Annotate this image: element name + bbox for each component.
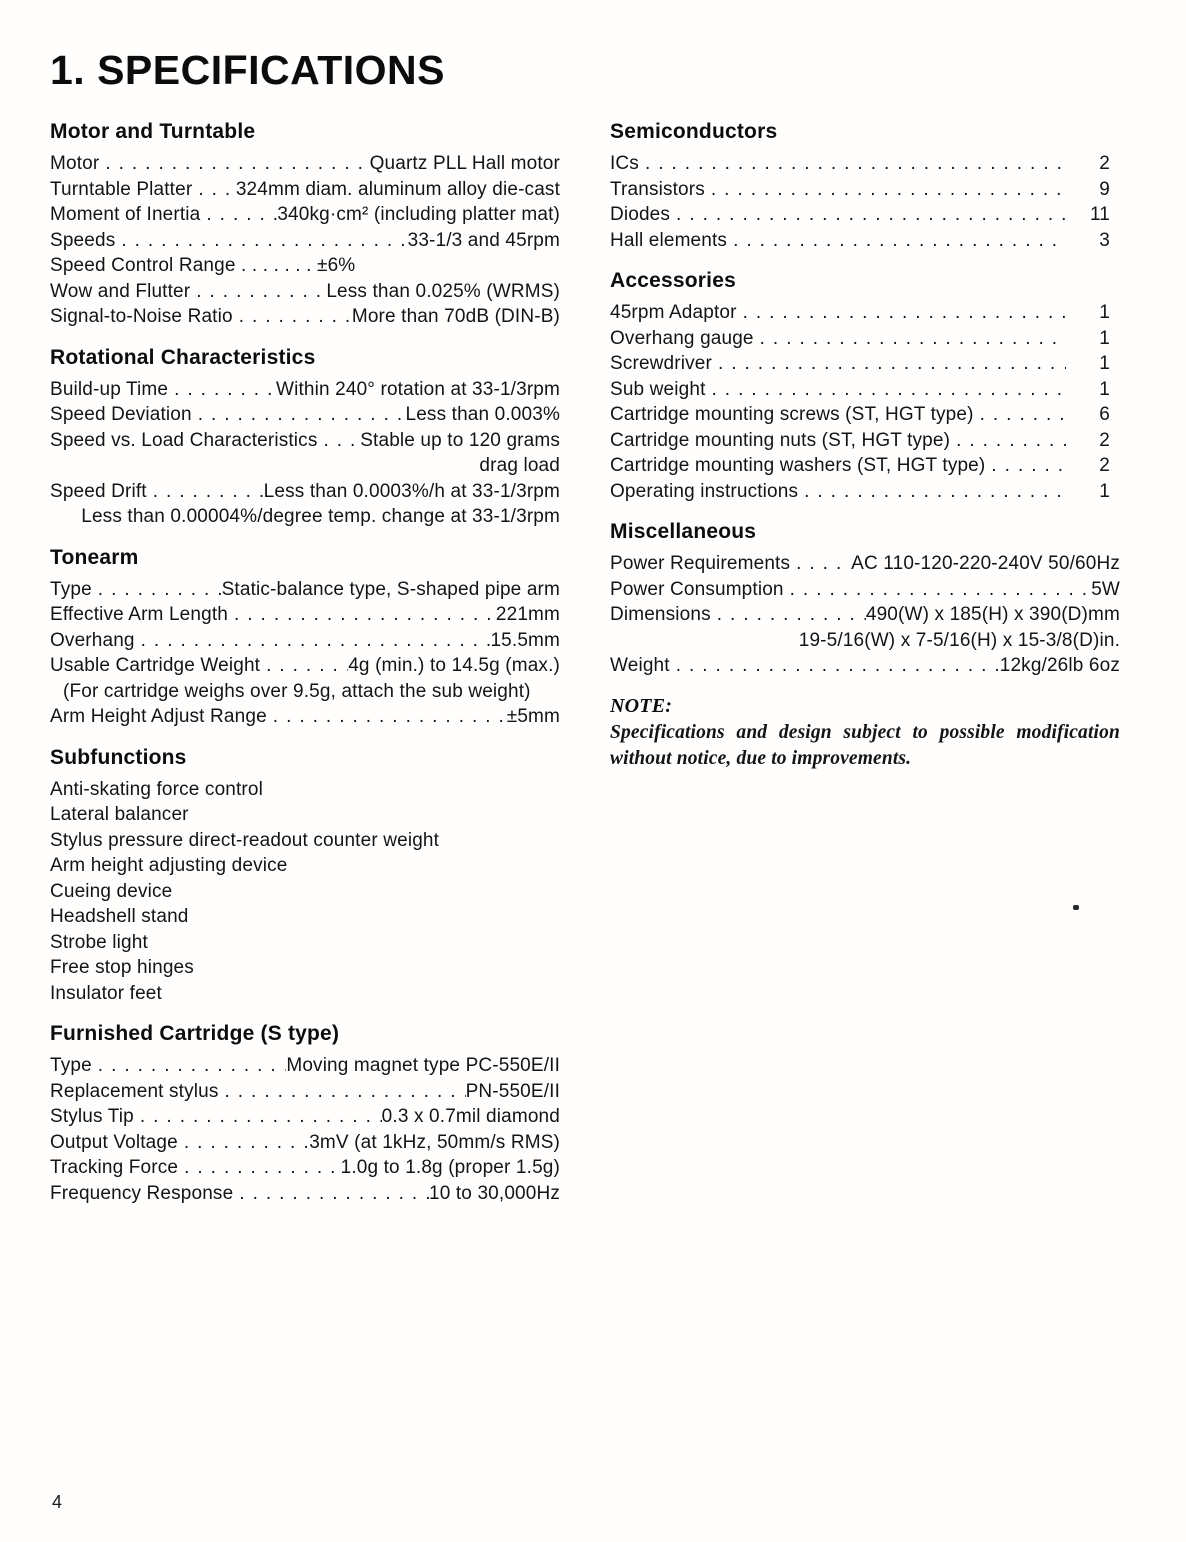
dot-leader (178, 1155, 341, 1181)
spec-label: Dimensions (610, 604, 711, 625)
spec-value: 2 (1099, 429, 1110, 451)
scan-artifact (1073, 905, 1079, 910)
spec-row (50, 1053, 560, 1079)
dot-leader (790, 551, 851, 577)
dot-leader (233, 1181, 429, 1207)
section-heading: Subfunctions (50, 745, 187, 769)
section-subfunctions (50, 746, 560, 1007)
spec-value: 33-1/3 and 45rpm (407, 229, 560, 251)
dot-leader (705, 177, 1066, 203)
section-furnished-cartridge-s-type (50, 1022, 560, 1206)
dot-leader (219, 1079, 466, 1105)
spec-row (610, 551, 1120, 577)
two-column-layout (50, 120, 1120, 1222)
spec-value: 490(W) x 185(H) x 390(D)mm (865, 604, 1120, 625)
dot-leader (974, 402, 1066, 428)
spec-label: Effective Arm Length (50, 604, 228, 625)
spec-value: 1 (1099, 302, 1110, 323)
spec-label: Cartridge mounting washers (ST, HGT type) (610, 455, 986, 476)
spec-label: Sub weight (610, 378, 706, 400)
dot-leader (260, 653, 348, 679)
spec-label: 45rpm Adaptor (610, 302, 737, 323)
spec-label: Type (50, 578, 92, 600)
spec-row (610, 453, 1120, 479)
spec-row (610, 602, 1120, 628)
spec-label: Wow and Flutter (50, 280, 191, 302)
spec-row (50, 202, 560, 228)
dot-leader (192, 402, 406, 428)
spec-label: Frequency Response (50, 1182, 234, 1204)
spec-row (610, 177, 1120, 203)
dot-leader (950, 428, 1066, 454)
spec-text: drag load (479, 455, 560, 476)
spec-label: Usable Cartridge Weight (50, 655, 261, 676)
dot-leader (228, 602, 496, 628)
spec-row (610, 479, 1120, 505)
spec-label: Motor (50, 153, 100, 174)
section-accessories (610, 269, 1120, 504)
dot-leader (92, 1053, 287, 1079)
spec-value: AC 110-120-220-240V 50/60Hz (851, 553, 1120, 574)
section-heading: Semiconductors (610, 120, 778, 143)
spec-label: Hall elements (610, 229, 728, 251)
spec-value: 15.5mm (490, 629, 560, 651)
spec-row (610, 428, 1120, 454)
spec-label: Speeds (50, 229, 116, 251)
spec-row (50, 1155, 560, 1181)
spec-text: Lateral balancer (50, 804, 189, 825)
spec-label: Moment of Inertia (50, 204, 201, 225)
spec-value: 2 (1099, 455, 1110, 476)
spec-label: Output Voltage (50, 1131, 178, 1153)
dot-leader (92, 577, 222, 603)
page-title: 1. SPECIFICATIONS (50, 47, 446, 93)
spec-value: 10 to 30,000Hz (429, 1182, 560, 1204)
spec-row (50, 1104, 560, 1130)
section-heading: Miscellaneous (610, 520, 757, 543)
spec-row (610, 351, 1120, 377)
spec-value: 9 (1099, 178, 1110, 200)
section-heading: Furnished Cartridge (S type) (50, 1022, 340, 1045)
dot-leader (190, 279, 326, 305)
spec-label: Tracking Force (50, 1157, 179, 1178)
spec-value: 3 (1099, 229, 1110, 251)
spec-text: Strobe light (50, 931, 148, 953)
dot-leader (670, 653, 1000, 679)
dot-leader (754, 326, 1066, 352)
spec-row (610, 402, 1120, 428)
section-tonearm (50, 546, 560, 730)
spec-row (610, 202, 1120, 228)
dot-leader (178, 1130, 309, 1156)
spec-row (50, 177, 560, 203)
spec-value: Within 240° rotation at 33-1/3rpm (276, 378, 560, 400)
spec-value: 1 (1099, 327, 1110, 349)
dot-leader (267, 704, 507, 730)
page-number: 4 (52, 1492, 64, 1512)
spec-label: Speed Drift (50, 480, 147, 502)
spec-label: Power Consumption (610, 578, 784, 600)
spec-value: 1 (1099, 353, 1110, 374)
left-column (50, 120, 560, 1222)
spec-label: Cartridge mounting nuts (ST, HGT type) (610, 429, 951, 451)
section-miscellaneous (610, 520, 1120, 679)
dot-leader (639, 151, 1066, 177)
section-note (610, 695, 1120, 772)
section-heading: NOTE: (610, 694, 673, 717)
dot-leader (135, 628, 491, 654)
spec-text: Cueing device (50, 880, 173, 902)
spec-value: Quartz PLL Hall motor (369, 153, 560, 174)
spec-text: (For cartridge weighs over 9.5g, attach the sub weight) (63, 680, 531, 702)
spec-row (610, 151, 1120, 177)
spec-text: 19-5/16(W) x 7-5/16(H) x 15-3/8(D)in. (798, 629, 1120, 651)
spec-row (50, 151, 560, 177)
section-semiconductors (610, 120, 1120, 253)
spec-row (610, 228, 1120, 254)
spec-text: Anti-skating force control (50, 778, 263, 800)
dot-leader (134, 1104, 382, 1130)
spec-value: 1 (1099, 378, 1110, 400)
spec-value: 324mm diam. aluminum alloy die-cast (235, 178, 560, 200)
dot-leader (737, 300, 1066, 326)
spec-row (50, 1130, 560, 1156)
spec-label: Power Requirements (610, 553, 791, 574)
spec-row (610, 577, 1120, 603)
spec-row (50, 428, 560, 454)
section-motor-and-turntable (50, 120, 560, 330)
spec-row (50, 279, 560, 305)
spec-row (50, 228, 560, 254)
section-heading: Tonearm (50, 545, 139, 569)
spec-row (50, 628, 560, 654)
spec-label: Signal-to-Noise Ratio (50, 306, 233, 327)
spec-label: Operating instructions (610, 480, 799, 502)
spec-text: Less than 0.00004%/degree temp. change at 33-1/3rpm (81, 506, 560, 527)
spec-text: Arm height adjusting device (50, 855, 288, 876)
dot-leader (712, 351, 1066, 377)
section-heading: Accessories (610, 269, 736, 292)
spec-value: 12kg/26lb 6oz (999, 655, 1120, 676)
spec-label: ICs (610, 153, 639, 174)
spec-label: Stylus Tip (50, 1106, 134, 1127)
spec-text: Stylus pressure direct-readout counter weight (50, 829, 440, 851)
spec-row (50, 377, 560, 403)
spec-label: Cartridge mounting screws (ST, HGT type) (610, 404, 974, 425)
spec-label: Turntable Platter (50, 178, 193, 200)
spec-value: 1.0g to 1.8g (proper 1.5g) (340, 1157, 560, 1178)
spec-label: Weight (610, 655, 670, 676)
dot-leader (670, 202, 1066, 228)
spec-label: Arm Height Adjust Range (50, 706, 267, 727)
spec-row (50, 1079, 560, 1105)
spec-value: More than 70dB (DIN-B) (351, 306, 560, 327)
spec-label: Type (50, 1055, 92, 1076)
spec-row (610, 300, 1120, 326)
dot-leader (784, 577, 1092, 603)
spec-value: 5W (1091, 578, 1120, 600)
spec-value: 11 (1089, 204, 1110, 225)
spec-label: Overhang (50, 629, 135, 651)
spec-value: 3mV (at 1kHz, 50mm/s RMS) (309, 1131, 560, 1153)
spec-label: Screwdriver (610, 353, 712, 374)
spec-value: 221mm (495, 604, 560, 625)
dot-leader (985, 453, 1066, 479)
spec-value: Less than 0.025% (WRMS) (326, 280, 560, 302)
spec-value: 1 (1099, 480, 1110, 502)
dot-leader (115, 228, 407, 254)
spec-value: Stable up to 120 grams (360, 429, 560, 451)
spec-value: Less than 0.0003%/h at 33-1/3rpm (263, 480, 560, 502)
spec-label: Replacement stylus (50, 1080, 219, 1102)
right-column (610, 120, 1120, 1222)
spec-label: Speed Deviation (50, 404, 192, 425)
spec-value: 0.3 x 0.7mil diamond (381, 1106, 560, 1127)
spec-value: 4g (min.) to 14.5g (max.) (348, 655, 560, 676)
spec-row (50, 704, 560, 730)
dot-leader (192, 177, 236, 203)
dot-leader (168, 377, 276, 403)
spec-text: Free stop hinges (50, 957, 194, 978)
dot-leader (317, 428, 360, 454)
spec-label: Overhang gauge (610, 327, 754, 349)
spec-row (50, 402, 560, 428)
dot-leader (711, 602, 866, 628)
dot-leader (147, 479, 264, 505)
spec-row (50, 479, 560, 505)
spec-value: 6 (1099, 404, 1110, 425)
spec-row (50, 304, 560, 330)
spec-label: Diodes (610, 204, 671, 225)
spec-value: Less than 0.003% (405, 404, 560, 425)
spec-value: 2 (1099, 153, 1110, 174)
spec-value: Moving magnet type PC-550E/II (286, 1055, 560, 1076)
spec-label: Transistors (610, 178, 705, 200)
spec-text: Specifications and design subject to possible modification without notice, due to improvements. (610, 721, 1120, 769)
spec-row (50, 653, 560, 679)
spec-value: 340kg·cm² (including platter mat) (277, 204, 560, 225)
spec-text: Headshell stand (50, 906, 189, 927)
dot-leader (706, 377, 1066, 403)
dot-leader (99, 151, 369, 177)
spec-row (610, 326, 1120, 352)
dot-leader (233, 304, 352, 330)
section-rotational-characteristics (50, 346, 560, 530)
spec-row (50, 602, 560, 628)
spec-row (610, 653, 1120, 679)
spec-value: PN-550E/II (465, 1080, 560, 1102)
spec-row (50, 1181, 560, 1207)
spec-label: Speed vs. Load Characteristics (50, 429, 318, 451)
dot-leader (727, 228, 1066, 254)
spec-value: Static-balance type, S-shaped pipe arm (221, 578, 560, 600)
spec-value: ±5mm (506, 706, 560, 727)
spec-row (610, 377, 1120, 403)
spec-row (50, 577, 560, 603)
spec-label: Build-up Time (50, 378, 169, 400)
section-heading: Rotational Characteristics (50, 345, 316, 369)
section-heading: Motor and Turntable (50, 120, 256, 143)
dot-leader (798, 479, 1066, 505)
dot-leader (200, 202, 277, 228)
spec-text: Speed Control Range . . . . . . . ±6% (50, 255, 356, 276)
spec-text: Insulator feet (50, 982, 162, 1004)
